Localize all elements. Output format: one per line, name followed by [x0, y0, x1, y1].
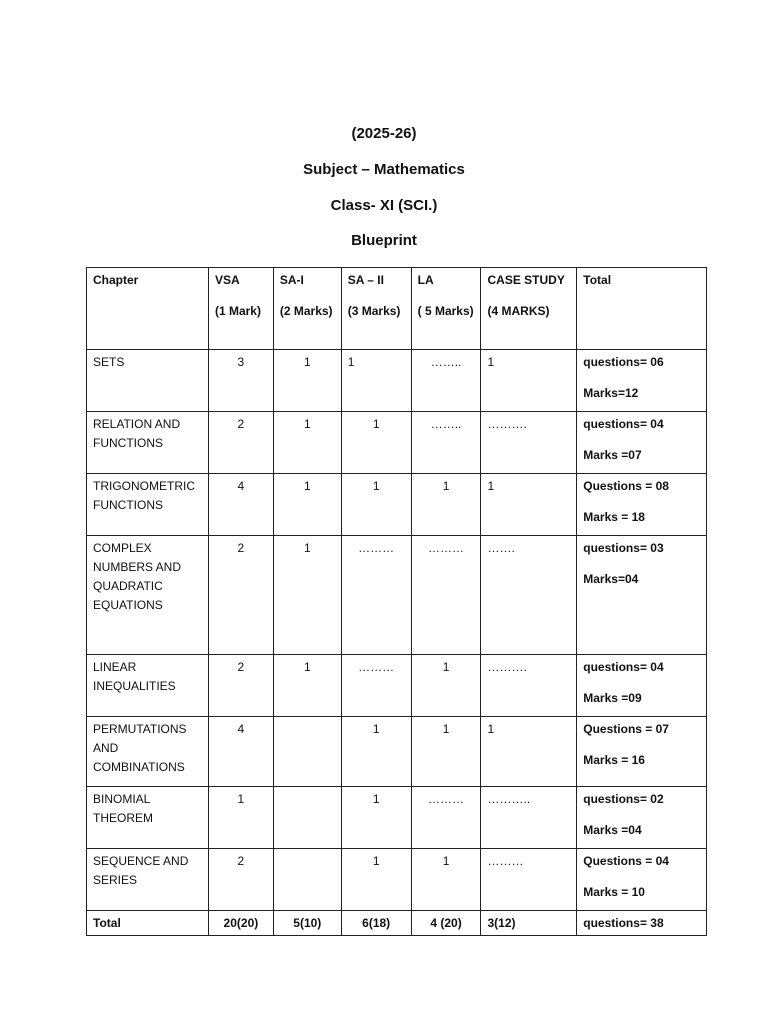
- chapter-cell: SEQUENCE AND SERIES: [87, 849, 209, 911]
- column-header-total: Total: [577, 268, 707, 350]
- table-row: [87, 787, 707, 849]
- sa1-cell: 1: [273, 655, 341, 717]
- case-study-cell: 1: [481, 717, 577, 787]
- vsa-cell: 2: [208, 849, 273, 911]
- vsa-cell: 4: [208, 474, 273, 536]
- subject-heading: Subject – Mathematics: [303, 161, 465, 178]
- chapter-cell: COMPLEX NUMBERS AND QUADRATIC EQUATIONS: [87, 536, 209, 655]
- column-header-sa2: SA – II (3 Marks): [341, 268, 411, 350]
- total-cell: Questions = 07 Marks = 16: [577, 717, 707, 787]
- sa2-cell: 1: [341, 849, 411, 911]
- table-row: [87, 655, 707, 717]
- total-cell: questions= 03 Marks=04: [577, 536, 707, 655]
- sa1-cell: 1: [273, 412, 341, 474]
- total-row: [87, 911, 707, 936]
- sa2-cell: 1: [341, 474, 411, 536]
- sa2-cell: ………: [341, 536, 411, 655]
- total-cell: questions= 04 Marks =07: [577, 412, 707, 474]
- sa2-cell: 1: [341, 350, 411, 412]
- total-cell: Questions = 08 Marks = 18: [577, 474, 707, 536]
- sa1-cell: [273, 849, 341, 911]
- table-row: [87, 350, 707, 412]
- sa2-cell: 1: [341, 787, 411, 849]
- chapter-cell: LINEAR INEQUALITIES: [87, 655, 209, 717]
- sa1-cell: 1: [273, 536, 341, 655]
- column-header-vsa: VSA (1 Mark): [208, 268, 273, 350]
- chapter-cell: Total: [87, 911, 209, 936]
- total-cell: Questions = 04 Marks = 10: [577, 849, 707, 911]
- sa1-cell: 1: [273, 474, 341, 536]
- table-row: [87, 412, 707, 474]
- la-cell: 1: [411, 717, 481, 787]
- case-study-cell: ………: [481, 849, 577, 911]
- chapter-cell: BINOMIAL THEOREM: [87, 787, 209, 849]
- sa2-total-cell: 6(18): [341, 911, 411, 936]
- column-header-la: LA ( 5 Marks): [411, 268, 481, 350]
- column-header-chapter: Chapter: [87, 268, 209, 350]
- sa1-cell: 1: [273, 350, 341, 412]
- sa1-cell: [273, 787, 341, 849]
- vsa-cell: 2: [208, 412, 273, 474]
- chapter-cell: SETS: [87, 350, 209, 412]
- la-cell: ………: [411, 536, 481, 655]
- la-cell: 1: [411, 655, 481, 717]
- sa2-cell: ………: [341, 655, 411, 717]
- column-header-case-study: CASE STUDY (4 MARKS): [481, 268, 577, 350]
- sa1-total-cell: 5(10): [273, 911, 341, 936]
- la-cell: ………: [411, 787, 481, 849]
- case-study-cell: ………..: [481, 787, 577, 849]
- la-cell: ……..: [411, 412, 481, 474]
- chapter-cell: RELATION AND FUNCTIONS: [87, 412, 209, 474]
- case-study-cell: 1: [481, 350, 577, 412]
- case-study-cell: ……….: [481, 655, 577, 717]
- table-row: [87, 717, 707, 787]
- grand-total-cell: questions= 38: [577, 911, 707, 936]
- la-cell: ……..: [411, 350, 481, 412]
- sa1-cell: [273, 717, 341, 787]
- sa2-cell: 1: [341, 717, 411, 787]
- vsa-cell: 4: [208, 717, 273, 787]
- class-heading: Class- XI (SCI.): [330, 197, 438, 214]
- la-total-cell: 4 (20): [411, 911, 481, 936]
- case-study-cell: 1: [481, 474, 577, 536]
- table-row: [87, 536, 707, 655]
- case-study-total-cell: 3(12): [481, 911, 577, 936]
- la-cell: 1: [411, 474, 481, 536]
- table-row: [87, 849, 707, 911]
- case-study-cell: …….: [481, 536, 577, 655]
- total-cell: questions= 04 Marks =09: [577, 655, 707, 717]
- sa2-cell: 1: [341, 412, 411, 474]
- chapter-cell: PERMUTATIONS AND COMBINATIONS: [87, 717, 209, 787]
- vsa-cell: 3: [208, 350, 273, 412]
- vsa-cell: 2: [208, 536, 273, 655]
- blueprint-table: [86, 267, 707, 936]
- year-heading: (2025-26): [351, 125, 417, 142]
- column-header-sa1: SA-I (2 Marks): [273, 268, 341, 350]
- la-cell: 1: [411, 849, 481, 911]
- vsa-cell: 1: [208, 787, 273, 849]
- table-header-row: [87, 268, 707, 350]
- chapter-cell: TRIGONOMETRIC FUNCTIONS: [87, 474, 209, 536]
- vsa-cell: 2: [208, 655, 273, 717]
- case-study-cell: ……….: [481, 412, 577, 474]
- vsa-total-cell: 20(20): [208, 911, 273, 936]
- blueprint-title: Blueprint: [351, 232, 417, 249]
- total-cell: questions= 06 Marks=12: [577, 350, 707, 412]
- total-cell: questions= 02 Marks =04: [577, 787, 707, 849]
- table-row: [87, 474, 707, 536]
